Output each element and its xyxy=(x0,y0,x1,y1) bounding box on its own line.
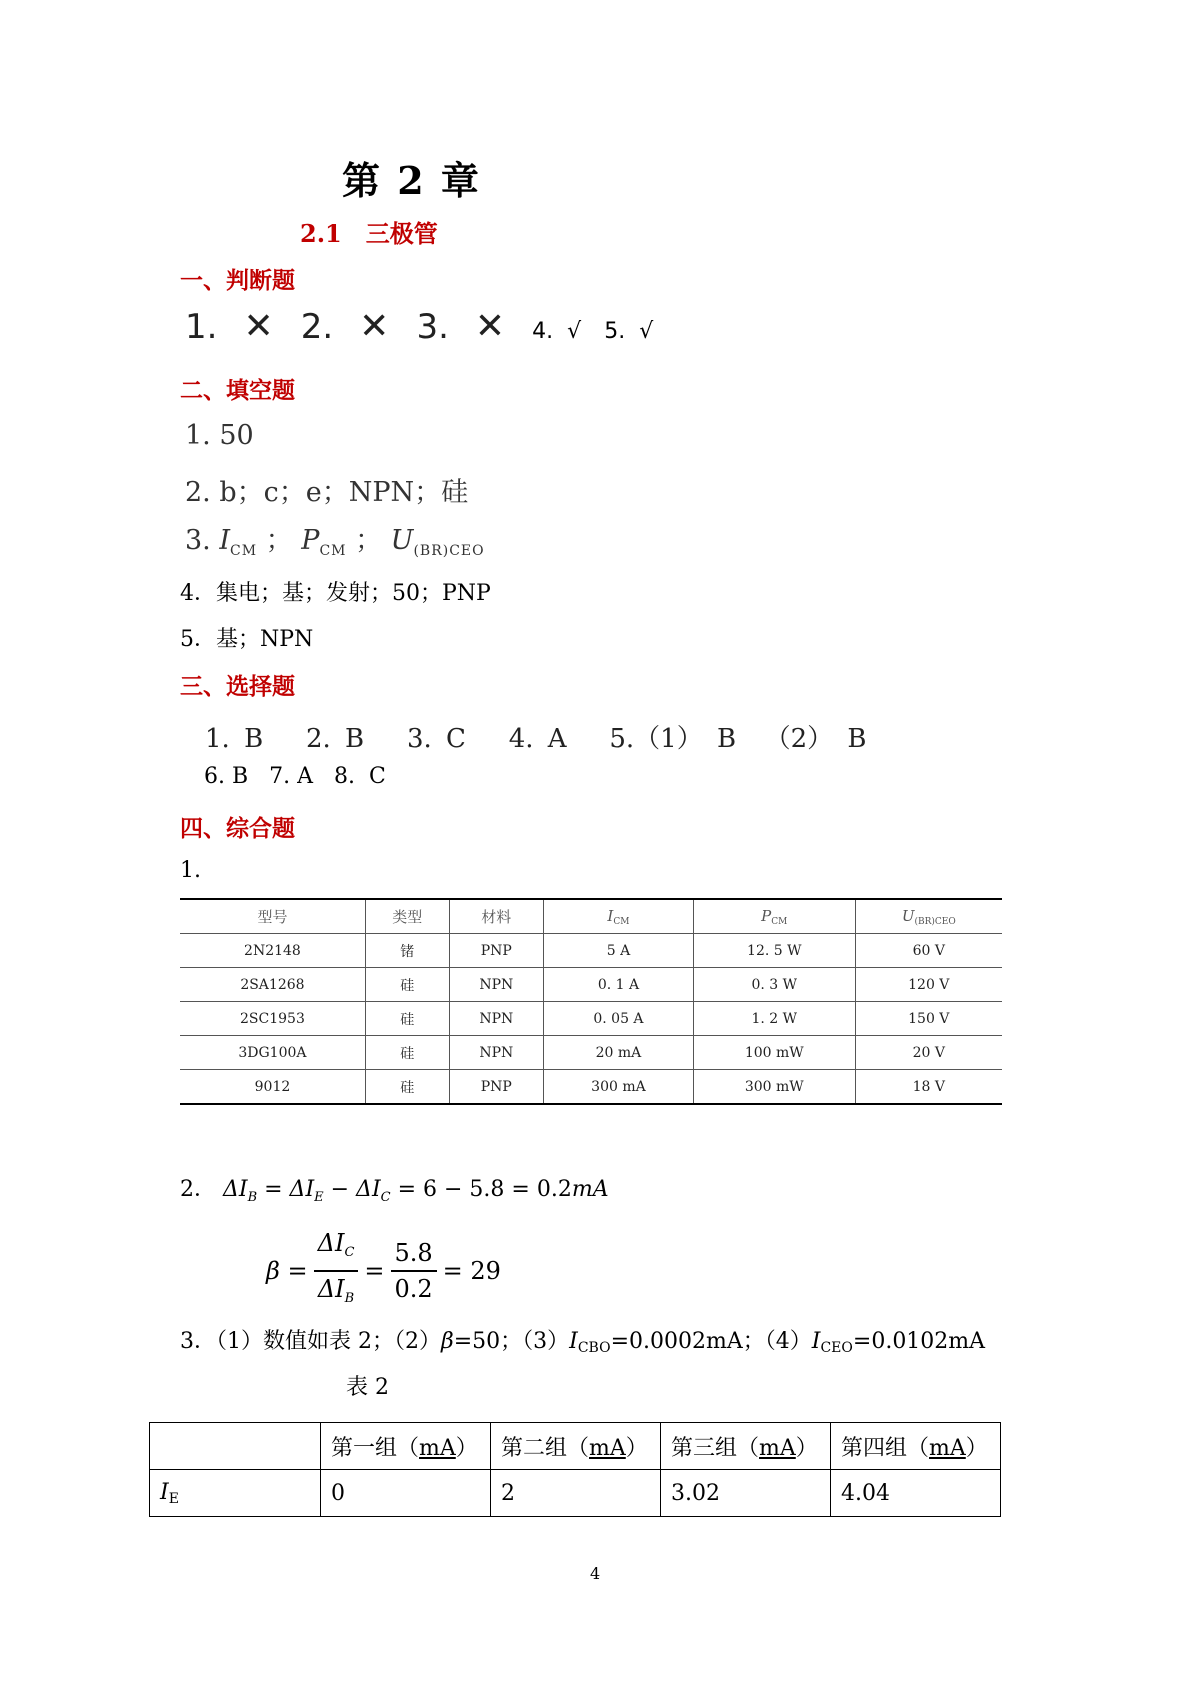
table-2 xyxy=(149,1422,1001,1517)
table-row xyxy=(150,1470,1001,1517)
cross-icon: ✕ xyxy=(243,306,274,347)
beta-formula: β = $\frac{\Delta I_C}{\Delta I_B}$ = $\frac{5.8}{0.2}$ = 29 xyxy=(266,1228,501,1314)
header-group-3: 第三组（mA） xyxy=(661,1423,831,1470)
fill-answer-5: 5．基；NPN xyxy=(180,627,314,652)
header-icm: $I_{CM}$ xyxy=(543,899,693,934)
fraction-delta: $\frac{\Delta I_C}{\Delta I_B}$ xyxy=(314,1228,359,1314)
question-3-answer: 3．（1）数值如表 2；（2）β=50；（3）ICBO=0.0002mA；（4）ICEO=0.0102mA xyxy=(180,1329,986,1356)
table-cell: NPN xyxy=(449,1036,543,1070)
table-cell: 3DG100A xyxy=(180,1036,365,1070)
judge-answer-2: 2. ✕ xyxy=(300,306,390,347)
table-row xyxy=(180,934,1002,968)
table-cell: PNP xyxy=(449,1070,543,1105)
table-cell: 18 V xyxy=(855,1070,1002,1105)
cross-icon: ✕ xyxy=(474,306,506,347)
table-cell: 3.02 xyxy=(661,1470,831,1517)
header-type: 类型 xyxy=(365,899,449,934)
table-row xyxy=(180,1070,1002,1105)
table-cell: 2SA1268 xyxy=(180,968,365,1002)
row-label-ie: IE xyxy=(150,1470,321,1517)
header-group-2: 第二组（mA） xyxy=(491,1423,661,1470)
table-row xyxy=(180,1036,1002,1070)
fill-answer-2: 2. b；c；e；NPN；硅 xyxy=(185,477,469,508)
table-cell: 硅 xyxy=(365,1002,449,1036)
header-ubrceo: $U_{(BR)CEO}$ xyxy=(855,899,1002,934)
choice-answers-line-2: 6. B 7. A 8. C xyxy=(204,764,386,789)
heading-fill: 二、填空题 xyxy=(180,377,295,404)
table-cell: 硅 xyxy=(365,968,449,1002)
transistor-parameter-table xyxy=(180,898,1002,1105)
cross-icon: ✕ xyxy=(359,306,390,347)
choice-answers-line-1: 1. B 2. B 3. C 4. A 5.（1） B （2） B xyxy=(205,724,867,754)
chapter-title: 第 2 章 xyxy=(342,158,481,203)
heading-choice: 三、选择题 xyxy=(180,673,295,700)
table-cell: 0 xyxy=(321,1470,491,1517)
question-2-equation: 2． $\Delta I_B = \Delta I_E - \Delta I_C = 6 - 5.8 = 0.2mA$ xyxy=(180,1177,609,1205)
fill-answer-3: 3. $I_{CM}$ ； $P_{CM}$ ； $U_{(BR)CEO}$ xyxy=(185,525,485,559)
table-cell: 120 V xyxy=(855,968,1002,1002)
judge-answer-4: 4. √ xyxy=(532,319,582,344)
table-cell: NPN xyxy=(449,1002,543,1036)
table-header-row xyxy=(150,1423,1001,1470)
table-cell: 100 mW xyxy=(693,1036,855,1070)
section-title: 2.1 三极管 xyxy=(300,219,438,248)
table-cell: 硅 xyxy=(365,1036,449,1070)
header-pcm: $P_{CM}$ xyxy=(693,899,855,934)
table-header-row xyxy=(180,899,1002,934)
header-group-4: 第四组（mA） xyxy=(831,1423,1001,1470)
table-cell: 20 V xyxy=(855,1036,1002,1070)
header-material: 材料 xyxy=(449,899,543,934)
table-row xyxy=(180,1002,1002,1036)
heading-judge: 一、判断题 xyxy=(180,267,295,294)
table-cell: 5 A xyxy=(543,934,693,968)
fraction-values: $\frac{5.8}{0.2}$ xyxy=(391,1238,437,1304)
table-cell: 0. 3 W xyxy=(693,968,855,1002)
table-cell: 150 V xyxy=(855,1002,1002,1036)
table-cell-empty xyxy=(150,1423,321,1470)
table-cell: 0. 05 A xyxy=(543,1002,693,1036)
table-cell: NPN xyxy=(449,968,543,1002)
table-cell: 300 mA xyxy=(543,1070,693,1105)
judge-answer-1: 1. ✕ xyxy=(185,306,274,347)
table-cell: 60 V xyxy=(855,934,1002,968)
check-icon: √ xyxy=(567,319,582,344)
table-cell: 12. 5 W xyxy=(693,934,855,968)
header-model: 型号 xyxy=(180,899,365,934)
page-number: 4 xyxy=(590,1564,601,1583)
table-cell: 硅 xyxy=(365,1070,449,1105)
table-cell: 2 xyxy=(491,1470,661,1517)
judge-answer-5: 5. √ xyxy=(604,319,654,344)
table-cell: 20 mA xyxy=(543,1036,693,1070)
table-row xyxy=(180,968,1002,1002)
check-icon: √ xyxy=(639,319,654,344)
fill-answer-4: 4．集电；基；发射；50；PNP xyxy=(180,581,491,606)
table-cell: 2N2148 xyxy=(180,934,365,968)
heading-comprehensive: 四、综合题 xyxy=(180,815,295,842)
table-cell: 2SC1953 xyxy=(180,1002,365,1036)
fill-answer-1: 1. 50 xyxy=(185,420,254,451)
table-cell: 9012 xyxy=(180,1070,365,1105)
table-cell: 4.04 xyxy=(831,1470,1001,1517)
header-group-1: 第一组（mA） xyxy=(321,1423,491,1470)
table-cell: 0. 1 A xyxy=(543,968,693,1002)
judge-answer-3: 3. ✕ xyxy=(416,306,506,347)
question-1-number: 1. xyxy=(180,858,201,883)
judge-answers xyxy=(185,306,671,347)
table-cell: 1. 2 W xyxy=(693,1002,855,1036)
table-cell: PNP xyxy=(449,934,543,968)
table-cell: 300 mW xyxy=(693,1070,855,1105)
table-2-caption: 表 2 xyxy=(346,1375,389,1400)
table-cell: 锗 xyxy=(365,934,449,968)
